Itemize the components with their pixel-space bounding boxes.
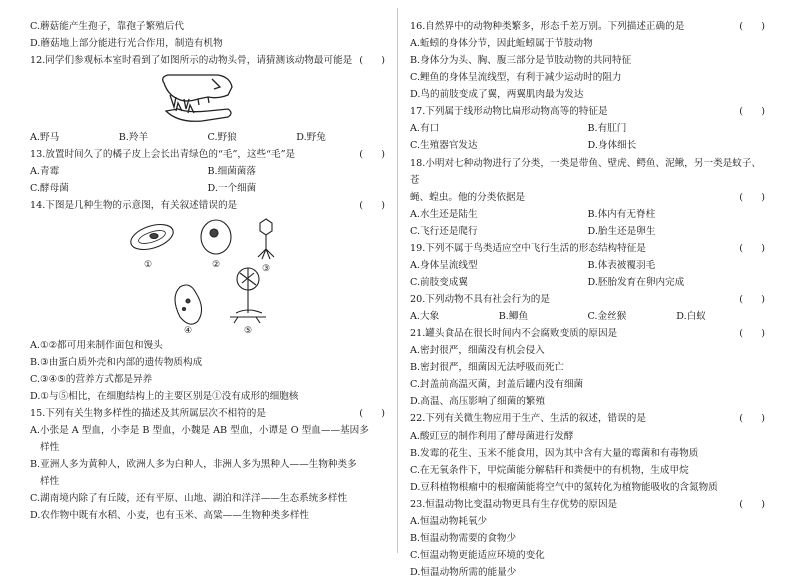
organisms-figure <box>30 217 385 335</box>
q22-answer-blank: ( ) <box>739 413 765 425</box>
q20-option-b: B.鲫鱼 <box>498 311 529 323</box>
q14-option-b: B.③由蛋白质外壳和内部的遗传物质构成 <box>30 356 203 368</box>
q22-option-b: B.发霉的花生、玉米不能食用，因为其中含有大量的霉菌和有毒物质 <box>410 447 699 459</box>
q16-answer-blank: ( ) <box>739 21 765 32</box>
question-12 <box>30 52 385 146</box>
question-23 <box>410 496 765 581</box>
fig-label-4: ④ <box>183 325 193 335</box>
q18-option-a: A.水生还是陆生 <box>410 208 478 220</box>
q19-option-c: C.前肢变成翼 <box>410 276 469 288</box>
q16-option-a: A.蚯蚓的身体分节，因此蚯蚓属于节肢动物 <box>410 38 593 50</box>
question-19 <box>410 240 765 291</box>
organism-5-icon <box>230 268 266 323</box>
q13-answer-blank: ( ) <box>359 149 385 161</box>
q23-option-b: B.恒温动物需要的食物少 <box>410 532 517 544</box>
q14-option-c: C.③④⑤的营养方式都是异养 <box>30 373 153 385</box>
q13-option-c: C.酵母菌 <box>30 183 69 195</box>
q20-option-c: C.金丝猴 <box>587 311 627 323</box>
q17-option-c: C.生殖器官发达 <box>410 140 478 152</box>
q16-option-c: C.鲤鱼的身体呈流线型，有利于减少运动时的阻力 <box>410 72 622 84</box>
left-column <box>30 18 385 524</box>
q23-stem: 23.恒温动物比变温动物更具有生存优势的原因是 <box>410 498 618 510</box>
question-14 <box>30 197 385 404</box>
q15-option-a-cont: 样性 <box>40 441 60 453</box>
q21-option-c: C.封盖前高温灭菌，封盖后罐内没有细菌 <box>410 379 584 391</box>
q12-option-b: B.羚羊 <box>118 132 149 144</box>
q18-option-d: D.胎生还是卵生 <box>587 225 656 237</box>
q22-option-c: C.在无氧条件下，甲烷菌能分解秸秆和粪便中的有机物，生成甲烷 <box>410 464 689 476</box>
q19-option-d: D.胚胎发育在卵内完成 <box>587 276 685 288</box>
q12-option-d: D.野兔 <box>296 132 326 144</box>
question-15 <box>30 405 385 524</box>
q23-option-a: A.恒温动物耗氧少 <box>410 515 488 527</box>
q21-option-d: D.高温、高压影响了细菌的繁殖 <box>410 396 546 408</box>
q15-option-c: C.湖南境内除了有丘陵，还有平原、山地、湖泊和洋洋——生态系统多样性 <box>30 493 348 505</box>
q20-stem: 20.下列动物不具有社会行为的是 <box>410 294 550 305</box>
skull-figure <box>30 71 385 127</box>
q16-option-d: D.鸟的前肢变成了翼，两翼肌肉最为发达 <box>410 89 584 101</box>
q13-option-b: B.细菌菌落 <box>207 166 256 178</box>
q18-stem: 18.小明对七种动物进行了分类，一类是带鱼、壁虎、鳄鱼、泥鳅，另一类是蚊子、苍 <box>410 157 762 186</box>
q14-option-a: A.①②都可用来制作面包和馒头 <box>30 339 163 351</box>
question-22 <box>410 410 765 495</box>
q22-stem: 22.下列有关微生物应用于生产、生活的叙述，错误的是 <box>410 413 646 425</box>
q20-option-a: A.大象 <box>410 311 440 323</box>
q19-option-b: B.体表被覆羽毛 <box>587 259 656 271</box>
q18-option-c: C.飞行还是爬行 <box>410 225 478 237</box>
q17-option-b: B.有肛门 <box>587 123 627 135</box>
fig-label-3: ③ <box>261 263 271 274</box>
q18-answer-blank: ( ) <box>739 191 765 203</box>
q15-stem: 15.下列有关生物多样性的描述及其所属层次不相符的是 <box>30 407 266 419</box>
q16-option-b: B.身体分为头、胸、腹三部分是节肢动物的共同特征 <box>410 55 632 67</box>
organism-3-icon <box>258 219 274 259</box>
q13-option-a: A.青霉 <box>30 166 60 178</box>
q12-answer-blank: ( ) <box>359 55 385 67</box>
q19-stem: 19.下列不属于鸟类适应空中飞行生活的形态结构特征是 <box>410 242 646 254</box>
q12-stem: 12.同学们参观标本室时看到了如图所示的动物头骨，请猜测该动物最可能是 <box>30 55 353 67</box>
q18-stem-cont: 蝇、蝗虫。他的分类依据是 <box>410 191 526 203</box>
q15-option-b: B.亚洲人多为黄种人，欧洲人多为白种人，非洲人多为黑种人——生物种类多 <box>30 458 357 470</box>
q18-option-b: B.体内有无脊柱 <box>587 208 656 220</box>
fig-label-5: ⑤ <box>243 325 253 335</box>
q21-option-b: B.密封很严，细菌因无法呼吸而死亡 <box>410 362 565 374</box>
q20-answer-blank: ( ) <box>739 294 765 305</box>
q14-stem: 14.下图是几种生物的示意图，有关叙述错误的是 <box>30 200 238 212</box>
q21-answer-blank: ( ) <box>739 328 765 340</box>
question-21 <box>410 325 765 410</box>
q22-option-d: D.豆科植物根瘤中的根瘤菌能将空气中的氮转化为植物能吸收的含氮物质 <box>410 481 718 493</box>
question-18 <box>410 155 765 240</box>
q15-option-d: D.农作物中既有水稻、小麦，也有玉米、高粱——生物种类多样性 <box>30 510 310 522</box>
fig-label-1: ① <box>143 259 153 270</box>
q15-answer-blank: ( ) <box>359 407 385 419</box>
q20-option-d: D.白蚁 <box>676 311 706 323</box>
q15-option-a: A.小张是 A 型血，小李是 B 型血，小魏是 AB 型血，小谭是 O 型血——基因多 <box>30 424 369 436</box>
q12-option-c: C.野狼 <box>207 132 237 144</box>
q17-option-d: D.身体细长 <box>587 140 637 152</box>
question-13 <box>30 146 385 197</box>
q23-option-d: D.恒温动物所需的能量少 <box>410 567 517 578</box>
q19-option-a: A.身体呈流线型 <box>410 259 478 271</box>
q14-answer-blank: ( ) <box>359 200 385 212</box>
fig-label-2: ② <box>211 259 221 270</box>
q13-stem: 13.放置时间久了的橘子皮上会长出青绿色的“毛”，这些“毛”是 <box>30 149 296 161</box>
organism-4-icon <box>175 285 202 324</box>
q16-stem: 16.自然界中的动物种类繁多，形态千差万别。下列描述正确的是 <box>410 21 685 32</box>
q14-option-d: D.①与⑤相比，在细胞结构上的主要区别是①没有成形的细胞核 <box>30 390 299 402</box>
q15-option-b-cont: 样性 <box>40 476 60 487</box>
q17-option-a: A.有口 <box>410 123 440 135</box>
right-column <box>410 18 765 581</box>
q19-answer-blank: ( ) <box>739 242 765 254</box>
q13-option-d: D.一个细菌 <box>207 183 257 195</box>
q12-option-a: A.野马 <box>30 132 60 144</box>
q21-option-a: A.密封很严，细菌没有机会侵入 <box>410 345 545 357</box>
q22-option-a: A.酸豇豆的制作利用了酵母菌进行发酵 <box>410 430 574 442</box>
question-20 <box>410 291 765 325</box>
organism-1-icon <box>128 219 177 254</box>
q17-answer-blank: ( ) <box>739 106 765 118</box>
column-divider <box>397 8 398 553</box>
q17-stem: 17.下列属于线形动物比扁形动物高等的特征是 <box>410 106 608 118</box>
q11-option-d: D.蘑菇地上部分能进行光合作用，制造有机物 <box>30 38 223 50</box>
question-16 <box>410 18 765 103</box>
q23-answer-blank: ( ) <box>739 498 765 510</box>
question-17 <box>410 103 765 154</box>
q23-option-c: C.恒温动物更能适应环境的变化 <box>410 549 545 561</box>
q11-option-c: C.蘑菇能产生孢子，靠孢子繁殖后代 <box>30 21 184 32</box>
organism-2-icon <box>201 220 231 254</box>
q21-stem: 21.罐头食品在很长时间内不会腐败变质的原因是 <box>410 328 618 340</box>
